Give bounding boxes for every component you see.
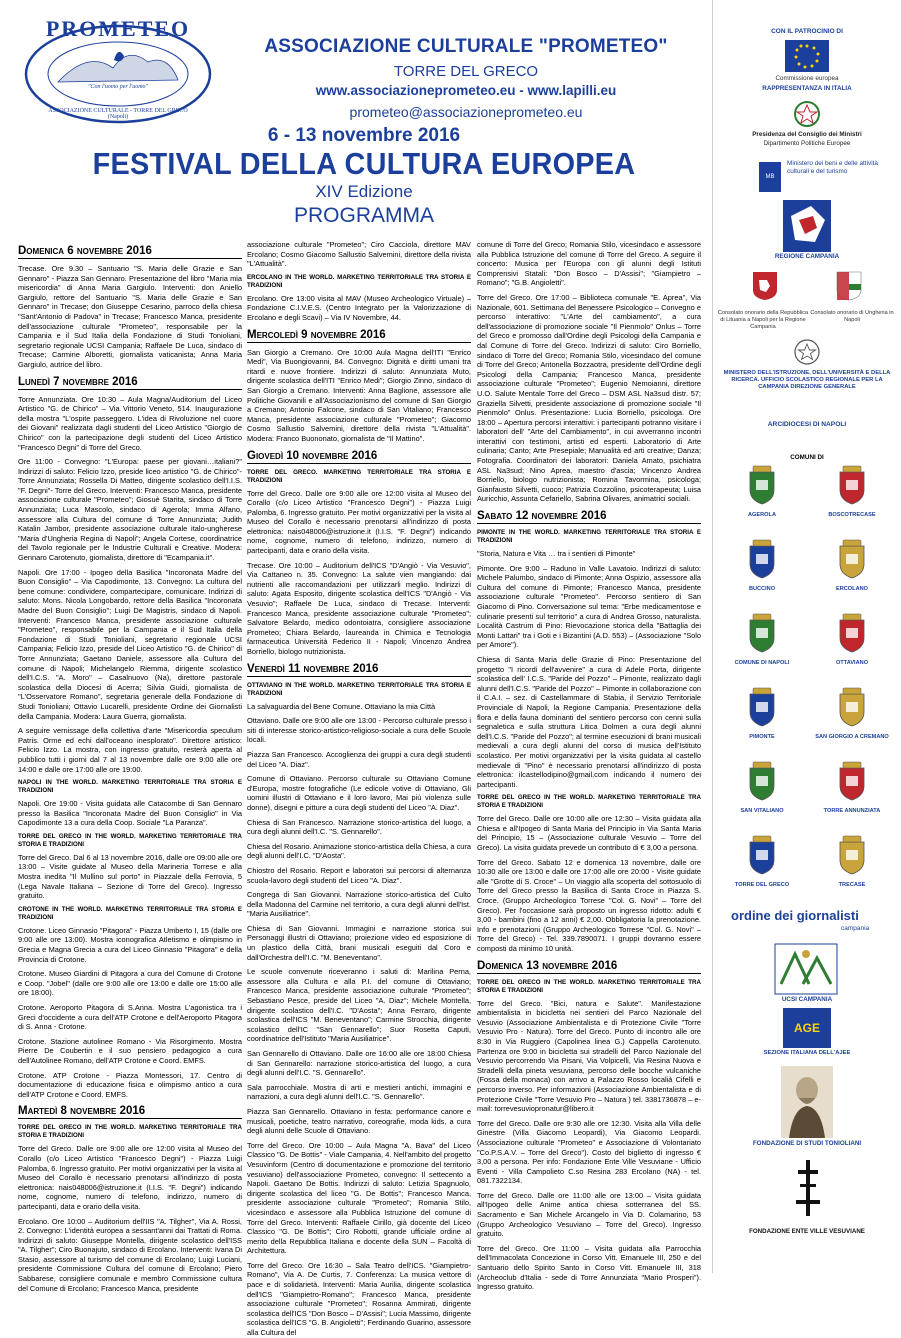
- section-subtitle: ERCOLANO IN THE WORLD. MARKETING TERRITORIALE TRA STORIA E TRADIZIONI: [247, 273, 471, 289]
- ucsi-campania: UCSI CAMPANIA: [781, 996, 833, 1003]
- day-heading: Martedì 8 novembre 2016: [18, 1104, 242, 1119]
- program-column-3: [477, 240, 701, 1292]
- eu-flag-icon: [785, 40, 829, 72]
- eu-representation: RAPPRESENTANZA IN ITALIA: [762, 85, 852, 92]
- comune-item: [719, 832, 805, 902]
- city: TORRE DEL GRECO: [393, 63, 539, 80]
- event-paragraph: Crotone. Liceo Ginnasio "Pitagora" - Piazza Umberto I, 15 (dalle ore 9:00 alle ore 13:00). Mostra iconografica Atletismo e olimpismo in Grecia e Magna Grecia a cura del Liceo Ginnasio "Pitagora" e della Provincia di Crotone.: [18, 925, 242, 964]
- age-sezione: SEZIONE ITALIANA DELL'AJEE: [763, 1050, 851, 1056]
- event-paragraph: Sala parrocchiale. Mostra di arti e mestieri antichi, immagini e narrazioni, a cura degli alunni dell'I.C. "S. Gennarello".: [247, 1082, 471, 1102]
- day-heading: Venerdì 11 novembre 2016: [247, 662, 471, 677]
- comune-name: BOSCOTRECASE: [828, 512, 876, 518]
- event-paragraph: Trecase. Ore 10:00 – Auditorium dell'ICS "D'Angiò - Via Vesuvio", Via Cattaneo n. 35. Convegno: La salute vien mangiando: dai nutrienti alle raccomandazioni per utilizzarli meglio. Indirizzi di saluto: Agata Esposito, dirigente scolastica dell'ICS "D'Angiò - Via Vesuvio"; Raffaele De Luca, sindaco di Trecase. Interventi: Francesco Manca, presidente associazione culturale "Prometeo"; Salvatore Belardo, medico odontoiatra, consigliere associazione Prometeo; Chiara Belardo, laureanda in Chimica e Tecnologia farmaceutica Università Federico II - Napoli; Vincenzo Andrea Borriello, biologo nutrizionista.: [247, 560, 471, 656]
- edition: XIV Edizione: [315, 182, 413, 201]
- regione-campania-icon: [783, 200, 831, 252]
- event-paragraph: associazione culturale "Prometeo"; Ciro Cacciola, direttore MAV Ercolano; Cosmo Giacomo Sallustio Salvemini, direttore della rivista "L'Attualità".: [247, 240, 471, 269]
- event-paragraph: comune di Torre del Greco; Romania Stilo, vicesindaco e assessore alla Pubblica Istruzione del comune di Torre del Greco. A seguire il concerto: Musica per l'Europa con gli alunni degli Istituti Comprensivi Statali: "Don Bosco – D'Assisi"; "Giampietro – Romano"; "G.B. Angioletti".: [477, 240, 701, 288]
- day-heading: Domenica 6 novembre 2016: [18, 244, 242, 259]
- comune-item: [719, 536, 805, 606]
- websites-link[interactable]: www.associazioneprometeo.eu - www.lapilli.eu: [315, 83, 617, 98]
- event-paragraph: Crotone. Stazione autolinee Romano - Via Risorgimento. Mostra Pierre De Coubertin e il suo pensiero pedagogico a cura dell'Autolinee Romano, dell'ATP Crotone e Coord. EMFS.: [18, 1036, 242, 1065]
- event-paragraph: Torre del Greco. Ore 11:00 – Visita guidata alla Parrocchia dell'Immacolata Concezione in Corso Vitt. Emanuele III, 250 e del Santuario dello Spirito Santo in Corso Vitt. Emanuele III, 318 (Archeoclub d'Italia - sede di Torre Annunziata "Mario Prosperi"). Ingresso gratuito.: [477, 1243, 701, 1292]
- toniolo-portrait-icon: [781, 1066, 833, 1138]
- event-paragraph: Napoli. Ore 19:00 - Visita guidata alle Catacombe di San Gennaro presso la Basilica "Incoronata Madre del Buon Consiglio" in Via Capodimonte 13 a cura della Coop. Sociale "La Paranza".: [18, 799, 242, 828]
- municipal-coat-of-arms-icon: [837, 762, 867, 802]
- presidenza-consiglio: Presidenza del Consiglio dei Ministri: [752, 131, 862, 138]
- event-paragraph: Chiesa di San Francesco. Narrazione storico-artistica del luogo, a cura degli alunni dell'I.C. "S. Gennarello".: [247, 817, 471, 837]
- day-heading: Lunedì 7 novembre 2016: [18, 375, 242, 390]
- comune-name: TORRE DEL GRECO: [734, 882, 790, 888]
- age-logo-icon: AGE: [783, 1008, 831, 1048]
- municipal-coat-of-arms-icon: [837, 466, 867, 506]
- day-heading: Giovedì 10 novembre 2016: [247, 449, 471, 464]
- comune-name: ERCOLANO: [835, 586, 868, 592]
- event-paragraph: Torre del Greco. Dalle ore 9:00 alle ore 12:00 visita al Museo del Corallo (c/o Liceo Artistico "Francesco Degni") - Piazza Luigi Palomba, 6. Ingresso gratuito. Per motivi organizzativi per la visita al Museo del Corallo è necessario prenotarsi all'indirizzo di posta elettronica: nais048006@istruzione.it (I.I.S. "F. Degni") indicando nome, cognome, numero di telefono, indirizzo, numero di partecipanti, data e orario della visita.: [18, 1144, 242, 1211]
- section-subtitle: OTTAVIANO IN THE WORLD. MARKETING TERRITORIALE TRA STORIA E TRADIZIONI: [247, 681, 471, 697]
- logo-ring-text: ASSOCIAZIONE CULTURALE - TORRE DEL GRECO (Napoli): [48, 108, 188, 120]
- ordine-giornalisti: ordine dei giornalisti: [731, 908, 859, 923]
- prometeo-logo: [18, 10, 218, 128]
- program-column-2: [247, 240, 471, 1338]
- programma-title: PROGRAMMA: [293, 204, 434, 227]
- eu-commission: Commissione europea: [775, 75, 839, 82]
- event-paragraph: Le scuole convenute riceveranno i saluti di: Marilina Perna, assessore alla Cultura e alla P.I. del comune di Ottaviano; Francesco Manca, presidente associazione culturale "Prometeo"; Sebastiano Pesce, preside del Liceo "A. Diaz"; Michele Montella, dirigente scolastico dell'I.C. "D'Aosta"; Anna Ferraro, dirigente scolastica dell'ICS "M. Beneventano"; Carmine Strocchia, dirigente scolastico dell'IC "San Gennarello"; Suor Rosetta Caputi, coordinatrice dell'Istituto "Maria Ausiliatrice".: [247, 967, 471, 1044]
- event-paragraph: Torre del Greco. Sabato 12 e domenica 13 novembre, dalle ore 10:30 alle ore 13:00 e dalle ore 17:00 alle ore 20:00 - Visite guidate alle "Grotte di S. Croce" – Un viaggio alla scoperta del sottosuolo di Torre del Greco presso la Basilica di Santa Croce in Piazza S. Croce. (Gruppo Archeologico Torrese "Col. G. Novi" – Torre del Greco). Per l'occasione sarà proposto un ingresso ridotto: adulti € 3,00 - bambini (fino a 12 anni) € 2,00. Obbligatoria la prenotazione. Info e prenotazioni (Gruppo Archeologico Torrese "Col. G. Novi" – Torre del Greco) - Tel. 339.7890071. I gruppi dovranno essere composti da minimo 10 unità.: [477, 857, 701, 953]
- festival-title: FESTIVAL DELLA CULTURA EUROPEA: [92, 146, 636, 181]
- event-paragraph: Torre del Greco. Dalle ore 10:00 alle ore 12:30 – Visita guidata alla Chiesa e all'Ipogeo di Santa Maria del Principio in Via Santa Maria del Principio, 15 – (Associazione culturale Vesuvio – Torre del Greco). La visita guidata prevede un contributo di € 3,00 a persona.: [477, 814, 701, 853]
- comune-item: [809, 684, 895, 754]
- section-subtitle: TORRE DEL GRECO. MARKETING TERRITORIALE TRA STORIA E TRADIZIONI: [247, 468, 471, 484]
- section-subtitle: PIMONTE IN THE WORLD. MARKETING TERRITORIALE TRA STORIA E TRADIZIONI: [477, 529, 701, 545]
- event-paragraph: Chiostro del Rosario. Report e laboratori sui percorsi di alternanza scuola-lavoro degli studenti del Liceo "A. Diaz".: [247, 865, 471, 885]
- comune-item: [719, 758, 805, 828]
- logo-name: PROMETEO: [45, 16, 191, 41]
- municipal-coat-of-arms-icon: [747, 466, 777, 506]
- fondazione-toniolo: FONDAZIONE DI STUDI TONIOLIANI: [752, 1140, 862, 1147]
- ville-vesuviane-icon: [793, 1160, 823, 1220]
- day-heading: Sabato 12 novembre 2016: [477, 509, 701, 524]
- event-paragraph: Pimonte. Ore 9:00 – Raduno in Valle Lavatoio. Indirizzi di saluto: Michele Palumbo, sindaco di Pimonte; Anna Ospizio, assessore alla Cultura del comune di Pimonte; Francesco Manca, presidente associazione culturale "Prometeo". Percorso sentiero di San Giacomo di Pino. Conversazione sul tema: "Erbe medicamentose e culinarie presenti sul territorio" a cura di Andrea Grosso, naturalista. Località Castrum di Pino: Rievocazione storica della "Battaglia dei Monti Lattari" tra i Goti e i Bizantini (A.D. 553) – (Associazione "Solo per Amore").: [477, 563, 701, 650]
- event-paragraph: "Storia, Natura e Vita … tra i sentieri di Pimonte": [477, 549, 636, 559]
- comune-name: COMUNE DI NAPOLI: [734, 660, 790, 666]
- section-subtitle: TORRE DEL GRECO IN THE WORLD. MARKETING TERRITORIALE TRA STORIA E TRADIZIONI: [477, 978, 701, 994]
- event-paragraph: Ottaviano. Dalle ore 9:00 alle ore 13:00 - Percorso culturale presso i siti di interesse storico-artistico-religioso-sociale a cura delle Scuole locali.: [247, 716, 471, 745]
- fondazione-ville-vesuviane: FONDAZIONE ENTE VILLE VESUVIANE: [749, 1228, 865, 1235]
- event-paragraph: Torre Annunziata. Ore 10:30 – Aula Magna/Auditorium del Liceo Artistico "G. de Chirico" – Via Vittorio Veneto, 514. Inaugurazione della mostra "L'ospite passeggero. L'idea di Rivoluzione nel cuore dei Giovani" realizzata dagli studenti del Liceo Artistico "Giorgio de Chirico" con la partecipazione degli studenti del Liceo Artistico "Francesco Degni" di Torre del Greco.: [18, 394, 242, 452]
- section-subtitle: TORRE DEL GRECO IN THE WORLD. MARKETING TERRITORIALE TRA STORIA E TRADIZIONI: [18, 1124, 242, 1140]
- municipal-coat-of-arms-icon: [837, 540, 867, 580]
- municipal-coat-of-arms-icon: [747, 762, 777, 802]
- comune-item: [809, 536, 895, 606]
- event-paragraph: Torre del Greco. Dalle ore 9:00 alle ore 12:00 visita al Museo del Corallo (c/o Liceo Artistico "Francesco Degni") - Piazza Luigi Palomba, 6. Ingresso gratuito. Per motivi organizzativi per la visita al Museo del Corallo è necessario prenotarsi all'indirizzo di posta elettronica: nais048006@istruzione.it (I.I.S. "F. Degni") indicando nome, cognome, numero di telefono, indirizzo, numero di partecipanti, data e orario della visita.: [247, 488, 471, 556]
- event-paragraph: Chiesa del Rosario. Animazione storico-artistica della Chiesa, a cura degli alunni dell'I.C. "D'Aosta".: [247, 841, 471, 861]
- municipal-coat-of-arms-icon: [747, 836, 777, 876]
- program-column-1: [18, 240, 242, 1293]
- event-paragraph: A seguire vernissage della collettiva d'arte "Misericordia speculum Patris. Orme ed echi dall'oceano inesplorato". Direttore artistico: Felicio Izzo. La mostra, con ingresso gratuito, resterà aperta al pubblico tutti i giorni dal 7 al 13 novembre dalle ore 9:00 alle ore 14:00 e dalle ore 17:00 alle ore 19:00.: [18, 726, 242, 774]
- hungary-coat-icon: [837, 272, 861, 300]
- event-paragraph: Piazza San Francesco. Accoglienza dei gruppi a cura degli studenti del Liceo "A. Diaz".: [247, 749, 471, 769]
- comune-name: SAN GIORGIO A CREMANO: [815, 734, 889, 740]
- event-paragraph: Torre del Greco. Ore 16:30 – Sala Teatro dell'ICS. "Giampietro-Romano", Via A. De Curtis, 7. Conferenza: La musica vettore di pace e di solidarietà. Interventi: Maria Aurilia, dirigente scolastica dell'ICS "Giampietro-Romano"; Francesco Manca, presidente associazione culturale "Prometeo"; Rosanna Ammirati, dirigente scolastica dell'ICS "Don Bosco – D'Assisi"; Lucia Massimo, dirigente scolastica dell'ICS "G. B. Angioletti"; Ferdinando Guarino, assessore alla Cultura del: [247, 1260, 471, 1338]
- ordine-giornalisti-sub: campania: [841, 925, 870, 932]
- municipal-coat-of-arms-icon: [837, 688, 867, 728]
- event-paragraph: Ercolano. Ore 13:00 visita al MAV (Museo Archeologico Virtuale) – Fondazione C.I.V.E.S. (Centro Integrato per la Valorizzazione di Ercolano e degli Scavi) – Via IV Novembre, 44.: [247, 293, 471, 322]
- mibact-logo-icon: MB: [759, 162, 781, 192]
- event-paragraph: Chiesa di Santa Maria delle Grazie di Pino: Presentazione del progetto "I ricordi dell'avvenire" a cura di Adele Porta, dirigente scolastica dell' I.C.S. "Paride del Pozzo" – Pimonte, realizzato dagli alunni dell'I.C.S. "Paride del Pozzo" – Pimonte in collaborazione con il C.A.I. – sez. di Castellammare di Stabia, il Servizio Territoriale Provinciale di Napoli, la Regione Campania. Presentazione della flora e della fauna dominanti del sentiero percorso con cenni sulla segnaletica e sulla struttura Litica Dolmen a cura degli alunni dell'I.C.S. "Paride del Pozzo"; al termine esecuzioni di brani musicali medievali a cura degli alunni del corso di musica dell'Istituto scolastico. Per motivi organizzativi per la visita guidata al castello medievale di "Pino" è necessario prenotarsi all'indirizzo di posta elettronica: ilcastellodipino@gmail.com indicando il numero dei partecipanti.: [477, 654, 701, 789]
- arcidiocesi-napoli: ARCIDIOCESI DI NAPOLI: [767, 421, 847, 428]
- event-paragraph: Napoli. Ore 17:00 - Ipogeo della Basilica "Incoronata Madre del Buon Consiglio" – Via Capodimonte, 13. Convegno: La cultura del bene comune: condividere, compartecipare, comunicare. Indirizzi di saluto: Mons. Nicola Longobardo, rettore della Basilica "Incoronata Madre del Buon Consiglio"; Luigi De Magistris, sindaco di Napoli. Interventi: Francesco Manca, presidente associazione culturale "Prometeo", responsabile per la Campania e il Sud Italia della Fondazione di Studi Tonioliani, segretario regionale UCSI Campania; Felicio Izzo, preside del Liceo Artistico "G. de Chirico" di Torre Annunziata; Gaetano Daniele, assessore alla Cultura del comune di Napoli; Michelangelo Riemma, dirigente scolastico dell'I.C.S. "A. Moro" – Casalnuovo (Na), direttore pastorale scolastica della Diocesi di Acerra; Silvia Guidi, giornalista de "L'Osservatore Romano", segretaria generale della Fondazione di Studi Tonioliani; Ottavio Lucarelli, presidente Ordine dei Giornalisti della Campania. Modera: Laura Guerra, giornalista.: [18, 567, 242, 721]
- event-paragraph: Crotone. ATP Crotone - Piazza Montessori, 17. Centro di documentazione di educazione fisica e olimpismo antico a cura dell'ATP Crotone e Coord. EMFS.: [18, 1070, 242, 1099]
- consolato-lituania: Consolato onorario della Repubblica di Lituania a Napoli per la Regione Campania: [717, 310, 809, 330]
- comune-name: PIMONTE: [749, 734, 775, 740]
- municipal-coat-of-arms-icon: [837, 836, 867, 876]
- municipal-coat-of-arms-icon: [747, 614, 777, 654]
- event-paragraph: Torre del Greco. Dal 6 al 13 novembre 2016, dalle ore 09:00 alle ore 13:00 – Visite guidate al Museo della Marineria Torrese e alla Mostra inedita "Il Mullino sul porto" in Piazzale della Ferrovia, 5 (Lega Navale Italiana – Sezione di Torre del Greco). Ingresso gratuito.: [18, 852, 242, 901]
- mibact: Ministero dei beni e delle attività culturali e del turismo: [787, 160, 878, 175]
- comune-item: [719, 684, 805, 754]
- dipartimento: Dipartimento Politiche Europee: [763, 140, 851, 147]
- event-paragraph: Piazza San Gennarello. Ottaviano in festa: performance canore e musicali, poetiche, teatro narrativo, coreografie, moda kids, a cura degli alunni delle Scuole di Ottaviano.: [247, 1106, 471, 1136]
- event-paragraph: Chiesa di San Giovanni. Immagini e narrazione storica sui Personaggi illustri di Ottaviano; proiezione video ed esposizione di un plastico della Città, brani musicali eseguiti dal Coro e dall'Orchestra dell'I.C. "M. Beneventano".: [247, 923, 471, 962]
- association-title: ASSOCIAZIONE CULTURALE "PROMETEO": [264, 36, 668, 57]
- event-paragraph: Ercolano. Ore 10:00 – Auditorium dell'IIS "A. Tilgher", Via A. Rossi, 2. Convegno: L'identità europea a sessant'anni dai Trattati di Roma. Indirizzi di saluto: Giuseppe Montella, dirigente scolastico dell'ISS "A. Tilgher"; Ciro Buonajuto, sindaco di Ercolano. Interventi: Ivana Di Stasio, assessore al turismo del comune di Ercolano; Luigi Luciani, presidente Commissione Cultura del comune di Ercolano; Piero Sabbarese, consigliere comunale e membro Commissione cultura del Comune di Ercolano; Francesco Manca, presidente: [18, 1216, 242, 1293]
- section-subtitle: CROTONE IN THE WORLD. MARKETING TERRITORIALE TRA STORIA E TRADIZIONI: [18, 905, 242, 921]
- patronage-title: CON IL PATROCINIO DI: [771, 28, 843, 35]
- section-subtitle: TORRE DEL GRECO IN THE WORLD. MARKETING TERRITORIALE TRA STORIA E TRADIZIONI: [477, 794, 701, 810]
- municipal-coat-of-arms-icon: [837, 614, 867, 654]
- event-paragraph: Congrega di San Giovanni. Narrazione storico-artistica del Culto della Madonna del Carmine nel territorio, a cura degli alunni dell'Ist. "Maria Ausiliatrice".: [247, 890, 471, 919]
- comune-name: AGEROLA: [748, 512, 776, 518]
- event-paragraph: San Giorgio a Cremano. Ore 10:00 Aula Magna dell'ITI "Enrico Medi", Via Buongiovanni, 84. Convegno: Dignità e diritti umani tra ritardi e nuove frontiere. Indirizzi di saluto: Annunziata Muto, dirigente scolastica dell'ITI "Enrico Medi"; Giorgio Zinno, sindaco di San Giorgio a Cremano. Interventi: Anna Baglione, assessore alle Politiche Giovanili e all'Associazionismo del comune di San Giorgio a Cremano; Antonio Falcone, sindaco di San Vitaliano; Francesco Manca, presidente associazione culturale "Prometeo"; Giacomo Cosmo Sallustio Salvemini, direttore della rivista "L'Attualità". Modera: Franco Buononato, giornalista de "Il Mattino".: [247, 347, 471, 443]
- comune-item: [809, 832, 895, 902]
- event-paragraph: San Gennarello di Ottaviano. Dalle ore 16:00 alle ore 18:00 Chiesa di San Gennarello: narrazione storico-artistica del luogo, a cura degli alunni dell'I.C. "S. Gennarello".: [247, 1049, 471, 1078]
- comune-name: TRECASE: [838, 882, 866, 888]
- event-paragraph: Torre del Greco. Ore 10:00 – Aula Magna "A. Bava" del Liceo Classico "G. De Bottis" - Viale Campania, 4. Nell'ambito del progetto Vesuvinform (Centro di documentazione e promozione del territorio vesuviano) dell'associazione Prometeo, convegno: Il settecento a Napoli. Gaetano De Bottis. Indirizzi di saluto: Letizia Spagnuolo, dirigente scolastica del liceo "G. De Bottis"; Francesco Manca, presidente associazione culturale "Prometeo"; Romania Stilo, vicesindaco e assessore alla Pubblica Istruzione del comune di Torre del Greco. Interventi: Raffaele Cirillo, già docente del Liceo Classico "G. De Bottis"; Ciro Robotti, grande ufficiale ordine al merito della Repubblica Italiana e docente della SUN – Facoltà di Architettura.: [247, 1140, 471, 1256]
- comune-item: [809, 610, 895, 680]
- municipal-coat-of-arms-icon: [747, 688, 777, 728]
- event-paragraph: Torre del Greco. "Bici, natura e Salute". Manifestazione ambientalista in bicicletta nei sentieri del Parco Nazionale del Vesuvio (Associazione Ambientalista e di Protezione Civile "Torre Vesuvio Pro - Natura). Torre del Greco. Punto di incontro alle ore 8:30 in Via Ruggiero (Capolinea linea G.) Cappella Carotenuto. Partenza ore 9:00 in bicicletta sui stradelli del Parco Nazionale del Vesuvio percorrendo Via Pisani, Via Volpicelli, Via Resina Nuova e Stradelli della pineta vesuviana, percorso delle bocche vulcaniche (Fossa della monaca) con arrivo a Palazzo Rosso localià Cifelli e percorso inverso. Per informazioni (Associazione Ambientalista e di Protezione Civile "Torre Vesuvio Pro – Natura ) tel. 3381736878 – e-mail: torrevesuviopronatur@libero.it: [477, 998, 701, 1114]
- italian-republic-emblem-icon: [793, 338, 821, 366]
- event-paragraph: La salvaguardia del Bene Comune. Ottaviano la mia Città: [247, 701, 436, 711]
- comuni-title: COMUNI DI: [790, 454, 824, 461]
- event-paragraph: Torre del Greco. Ore 17:00 – Biblioteca comunale "E. Aprea", Via Nazionale, 601. Settimana del Benessere Psicologico – Convegno e percorso interattivo: "L'Arte del cambiamento", a cura dell'associazione di promozione sociale "Il Pienmolo" Onlus – Torre del Greco e promosso dall'Ordine degli Psicologi della Campania e dal Comune di Torre del Greco. Indirizzi di saluto: Ciro Borriello, sindaco di Torre del Greco; Romania Stilo, vicesindaco del comune di Torre del Greco; Antonella Bozzaotra, presidente dell'Ordine degli Psicologi della Campania; Francesco Manca, presidente associazione culturale "Prometeo"; Eugenio Nemoianni, direttore U.O. Salute Mentale Torre del Greco – DSM ASL Na3sud distr. 57; Graziella Silvetti, presidente associazione di promozione sociale "Il Pienmolo" Onlus. Presentazione: Lucia Borriello, psicologa. Ore 18:00 – Apertura percorsi interattivi: i partecipanti potranno visitare i laboratori dell' "Arte del Cambiamento", in cui avverranno incontri interattivi con testimoni, artisti ed esperti. Laboratorio di Arte culinaria; Canto; Arte Presepiale; Manualità ed arti creative; Danza; Fotografia. Coordinatori dei laboratori: Daniela Amato, psichiatra ASL Na3sud; Nino Aprea, maestro d'ascia; Vincenzo Andrea Borriello, biologo nutrizionista; Romina Tavormina, psicologa; Gianfausto Silvetti, cuoco; Patrizia Cozzolino, psicoterapeuta; Luisa Auricchio, Assunta Cefariello, Sabrina Olivares, animatrici sociali.: [477, 292, 701, 504]
- ucsi-logo-icon: [775, 944, 837, 994]
- comune-name: SAN VITALIANO: [740, 808, 784, 814]
- event-paragraph: Torre del Greco. Dalle ore 9:30 alle ore 12:30. Visita alla Villa delle Ginestre (Villa Giacomo Leopardi), Via Giacomo Leopardi. (Associazione culturale "Prometeo" e Associazione di Volontariato "Co.P.S.A.V. – Torre del Greco"). Costo del biglietto di ingresso € 3,00 a persona. Per info: Fondazione Ente Ville Vesuviane - Ufficio Eventi - Villa Campolieto C.so Resina 283 Ercolano (NA) - tel. 081.7322134.: [477, 1118, 701, 1186]
- day-heading: Domenica 13 novembre 2016: [477, 959, 701, 974]
- lithuania-coat-icon: [753, 272, 777, 300]
- section-subtitle: NAPOLI IN THE WORLD. MARKETING TERRITORIALE TRA STORIA E TRADIZIONI: [18, 779, 242, 795]
- miur: MINISTERO DELL'ISTRUZIONE, DELL'UNIVERSITÀ E DELLA RICERCA. UFFICIO SCOLASTICO REGIONALE PER LA CAMPANIA DIREZIONE GENERALE: [723, 370, 891, 390]
- festival-dates: 6 - 13 novembre 2016: [267, 125, 461, 146]
- consolato-ungheria: Consolato onorario di Ungheria in Napoli: [810, 310, 894, 323]
- comune-item: [719, 610, 805, 680]
- event-paragraph: Comune di Ottaviano. Percorso culturale su Ottaviano Comune d'Europa, mostre fotografiche (Le edicole votive di Ottaviano, Gli uomini illustri di Ottaviano e il loro lavoro, Mai più violenza sulle donne), disegni e pitture a cura degli studenti del Liceo "A. Diaz".: [247, 774, 471, 812]
- italian-emblem-icon: [793, 100, 821, 128]
- event-paragraph: Ore 11:00 - Convegno: "L'Europa: paese per giovani…italiani?" Indirizzi di saluto: Felicio Izzo, preside liceo artistico "G. de Chirico"- Torre Annunziata; Rossella Di Matteo, dirigente scolastico dell'I.I.S. "F. Degni"- Torre del Greco. Interventi: Francesco Manca, presidente associazione culturale "Prometeo"; Giosuè Starita, sindaco di Torre Annunziata; Luca Mascolo, sindaco di Agerola; Imma Alfano, assessore alla Cultura del comune di Torre Annunziata; Judith Katalin Jambor, presidente associazione culturale italo-ungherese "Maria d'Ungheria Regina di Napoli"; Angela Cortese, coordinatrice del Tavolo regionale per le Industrie Culturali e Creative. Modera: Gennaro Carotenuto, giornalista, direttore di "Ecampania.it".: [18, 457, 242, 563]
- regione-campania: REGIONE CAMPANIA: [774, 253, 840, 260]
- event-paragraph: Trecase. Ore 9.30 – Santuario "S. Maria delle Grazie e San Gennaro" - Piazza San Gennaro. Presentazione del libro "Maria mia misericordia" di Anna Maria Gargiulo. Interventi: don Aniello Gargiulo, rettore del Santuario "S. Maria delle Grazie e San Gennaro" in Trecase; don Giuseppe Cesarino, parroco della chiesa "Sant'Antonio di Padova" in Trecase; Francesco Manca, presidente dell'associazione culturale "Prometeo", responsabile per la Campania e il Sud Italia della Fondazione di Studi Tonioliani, segretario regionale UCSI Campania; Raffaele De Luca, sindaco di Trecase; Carmine Alboretti, giornalista vaticanista; Anna Maria Gargiulo, autrice del libro.: [18, 264, 242, 369]
- logo-tagline: "Con l'uomo per l'uomo": [87, 84, 149, 90]
- comune-name: BUCCINO: [748, 586, 776, 592]
- comune-item: [809, 758, 895, 828]
- patronage-sidebar: [712, 0, 901, 1273]
- comune-name: TORRE ANNUNZIATA: [823, 808, 881, 814]
- municipal-coat-of-arms-icon: [747, 540, 777, 580]
- event-paragraph: Torre del Greco. Dalle ore 11:00 alle ore 13:00 – Visita guidata all'Ipogeo delle Anime antica chiesa sotterranea del SS. Sacramento e San Michele Arcangelo in Via D. Colamarino, 53 (Gruppo Archeologico Vesuviano – Torre del Greco). Ingresso gratuito.: [477, 1190, 701, 1239]
- comune-item: [809, 462, 895, 532]
- comune-item: [719, 462, 805, 532]
- section-subtitle: TORRE DEL GRECO IN THE WORLD. MARKETING TERRITORIALE TRA STORIA E TRADIZIONI: [18, 832, 242, 848]
- email-link[interactable]: prometeo@associazioneprometeo.eu: [349, 104, 583, 120]
- comune-name: OTTAVIANO: [835, 660, 869, 666]
- event-paragraph: Crotone. Aeroporto Pitagora di S.Anna. Mostra L'agonistica tra i Greci d'occidente a cura dell'ATP Crotone e dell'Aeroporto Pitagora di S. Anna - Crotone.: [18, 1003, 242, 1032]
- day-heading: Mercoledì 9 novembre 2016: [247, 328, 471, 343]
- event-paragraph: Crotone. Museo Giardini di Pitagora a cura del Comune di Crotone e Coop. "Jobel" (dalle ore 9:00 alle ore 13:00 e dalle ore 15:00 alle ore 18:00).: [18, 969, 242, 998]
